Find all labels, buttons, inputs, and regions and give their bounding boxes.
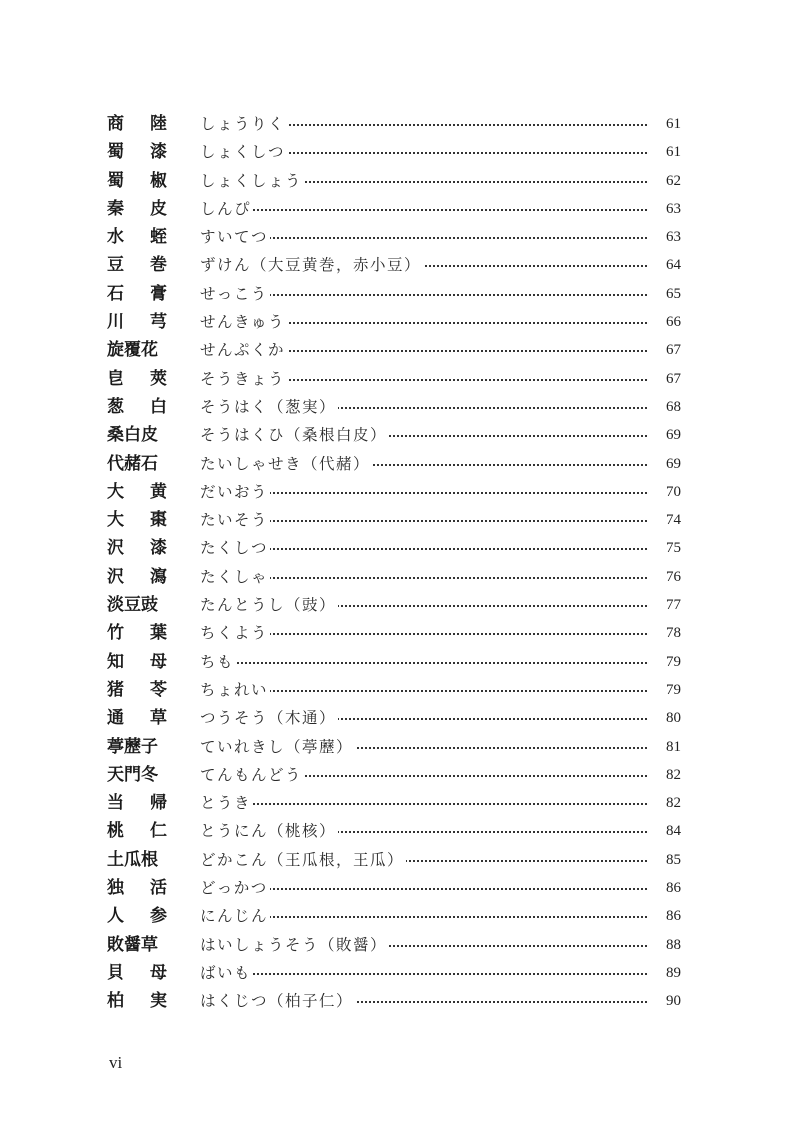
- toc-entry[interactable]: [107, 421, 687, 449]
- kanji-part: 猪: [107, 679, 124, 700]
- toc-entry[interactable]: [107, 817, 687, 845]
- entry-reading: つうそう（木通）: [200, 704, 338, 732]
- entry-kanji-name: [107, 251, 167, 279]
- kanji-part: 椒: [150, 170, 167, 191]
- entry-reading: てんもんどう: [200, 761, 304, 789]
- entry-reading: どかこん（王瓜根，王瓜）: [200, 846, 406, 874]
- entry-page-number: 82: [666, 766, 681, 783]
- kanji-part: 独: [107, 878, 124, 899]
- toc-entry[interactable]: [107, 789, 687, 817]
- kanji-part: 葶藶子: [107, 736, 158, 757]
- entry-page-number: 67: [666, 370, 681, 387]
- entry-kanji-name: [107, 733, 167, 761]
- kanji-part: 石: [107, 283, 124, 304]
- entry-page-number: 74: [666, 512, 681, 529]
- entry-reading: とうき: [200, 789, 253, 817]
- entry-reading: たいそう: [200, 506, 270, 534]
- entry-kanji-name: [107, 138, 167, 166]
- entry-reading: すいてつ: [200, 223, 270, 251]
- kanji-part: 皮: [150, 198, 167, 219]
- entry-kanji-name: [107, 902, 167, 930]
- entry-kanji-name: [107, 534, 167, 562]
- entry-reading: ていれきし（葶藶）: [200, 733, 355, 761]
- entry-kanji-name: [107, 959, 167, 987]
- kanji-part: 敗醤草: [107, 934, 158, 955]
- entry-reading: だいおう: [200, 478, 270, 506]
- entry-kanji-name: [107, 619, 167, 647]
- entry-page-number: 80: [666, 710, 681, 727]
- entry-page-number: 63: [666, 200, 681, 217]
- kanji-part: 瀉: [150, 566, 167, 587]
- toc-entry[interactable]: [107, 959, 687, 987]
- entry-kanji-name: [107, 704, 167, 732]
- entry-page-number: 65: [666, 285, 681, 302]
- entry-page-number: 90: [666, 993, 681, 1010]
- kanji-part: 桃: [107, 821, 124, 842]
- entry-page-number: 61: [666, 144, 681, 161]
- entry-reading: ずけん（大豆黄巻，赤小豆）: [200, 251, 423, 279]
- entry-kanji-name: [107, 648, 167, 676]
- toc-entry[interactable]: [107, 195, 687, 223]
- toc-entry[interactable]: [107, 280, 687, 308]
- entry-kanji-name: [107, 308, 167, 336]
- dot-leader: [200, 648, 647, 676]
- kanji-part: 仁: [150, 821, 167, 842]
- entry-page-number: 67: [666, 342, 681, 359]
- kanji-part: 蛭: [150, 227, 167, 248]
- entry-kanji-name: [107, 591, 167, 619]
- entry-kanji-name: [107, 987, 167, 1015]
- kanji-part: 苓: [150, 679, 167, 700]
- entry-kanji-name: [107, 478, 167, 506]
- kanji-part: 水: [107, 227, 124, 248]
- kanji-part: 川: [107, 312, 124, 333]
- entry-reading: ちょれい: [200, 676, 270, 704]
- entry-page-number: 70: [666, 483, 681, 500]
- entry-reading: しんぴ: [200, 195, 253, 223]
- kanji-part: 棗: [150, 510, 167, 531]
- toc-entry[interactable]: [107, 308, 687, 336]
- toc-entry[interactable]: [107, 138, 687, 166]
- entry-page-number: 77: [666, 597, 681, 614]
- kanji-part: 天門冬: [107, 764, 158, 785]
- toc-entry[interactable]: [107, 648, 687, 676]
- entry-kanji-name: [107, 563, 167, 591]
- entry-kanji-name: [107, 817, 167, 845]
- kanji-part: 漆: [150, 538, 167, 559]
- kanji-part: 皀: [107, 368, 124, 389]
- toc-entry[interactable]: [107, 591, 687, 619]
- table-of-contents: [107, 110, 687, 1016]
- kanji-part: 通: [107, 708, 124, 729]
- kanji-part: 膏: [150, 283, 167, 304]
- entry-reading: たんとうし（豉）: [200, 591, 338, 619]
- kanji-part: 参: [150, 906, 167, 927]
- entry-reading: はくじつ（柏子仁）: [200, 987, 355, 1015]
- entry-reading: にんじん: [200, 902, 270, 930]
- kanji-part: 黄: [150, 481, 167, 502]
- toc-entry[interactable]: [107, 478, 687, 506]
- kanji-part: 土瓜根: [107, 849, 158, 870]
- page-number-folio: vi: [109, 1053, 123, 1072]
- toc-entry[interactable]: [107, 110, 687, 138]
- kanji-part: 沢: [107, 566, 124, 587]
- entry-page-number: 63: [666, 229, 681, 246]
- entry-reading: せっこう: [200, 280, 270, 308]
- kanji-part: 当: [107, 793, 124, 814]
- kanji-part: 豆: [107, 255, 124, 276]
- kanji-part: 芎: [150, 312, 167, 333]
- entry-kanji-name: [107, 110, 167, 138]
- kanji-part: 大: [107, 510, 124, 531]
- entry-kanji-name: [107, 846, 167, 874]
- kanji-part: 帰: [150, 793, 167, 814]
- kanji-part: 母: [150, 962, 167, 983]
- entry-reading: せんきゅう: [200, 308, 287, 336]
- kanji-part: 沢: [107, 538, 124, 559]
- entry-kanji-name: [107, 223, 167, 251]
- toc-entry[interactable]: [107, 365, 687, 393]
- entry-kanji-name: [107, 195, 167, 223]
- entry-page-number: 68: [666, 398, 681, 415]
- toc-entry[interactable]: [107, 167, 687, 195]
- kanji-part: 活: [150, 878, 167, 899]
- toc-entry[interactable]: [107, 931, 687, 959]
- toc-entry[interactable]: [107, 450, 687, 478]
- kanji-part: 白: [150, 396, 167, 417]
- kanji-part: 秦: [107, 198, 124, 219]
- kanji-part: 漆: [150, 142, 167, 163]
- entry-kanji-name: [107, 506, 167, 534]
- kanji-part: 葱: [107, 396, 124, 417]
- dot-leader: [200, 195, 647, 223]
- entry-kanji-name: [107, 393, 167, 421]
- entry-page-number: 88: [666, 936, 681, 953]
- kanji-part: 巻: [150, 255, 167, 276]
- entry-reading: はいしょうそう（敗醤）: [200, 931, 389, 959]
- kanji-part: 莢: [150, 368, 167, 389]
- toc-entry[interactable]: [107, 874, 687, 902]
- entry-page-number: 82: [666, 795, 681, 812]
- entry-kanji-name: [107, 789, 167, 817]
- kanji-part: 旋覆花: [107, 340, 158, 361]
- dot-leader: [200, 959, 647, 987]
- toc-entry[interactable]: [107, 534, 687, 562]
- kanji-part: 竹: [107, 623, 124, 644]
- kanji-part: 草: [150, 708, 167, 729]
- toc-entry[interactable]: [107, 846, 687, 874]
- toc-entry[interactable]: [107, 761, 687, 789]
- entry-page-number: 76: [666, 568, 681, 585]
- entry-page-number: 64: [666, 257, 681, 274]
- toc-entry[interactable]: [107, 251, 687, 279]
- entry-reading: ばいも: [200, 959, 253, 987]
- toc-entry[interactable]: [107, 704, 687, 732]
- entry-kanji-name: [107, 421, 167, 449]
- entry-page-number: 75: [666, 540, 681, 557]
- entry-reading: たくしゃ: [200, 563, 270, 591]
- entry-kanji-name: [107, 761, 167, 789]
- toc-entry[interactable]: [107, 987, 687, 1015]
- kanji-part: 葉: [150, 623, 167, 644]
- entry-reading: そうはく（葱実）: [200, 393, 338, 421]
- kanji-part: 陸: [150, 114, 167, 134]
- entry-page-number: 79: [666, 653, 681, 670]
- entry-reading: たくしつ: [200, 534, 270, 562]
- toc-entry[interactable]: [107, 393, 687, 421]
- entry-page-number: 85: [666, 851, 681, 868]
- entry-kanji-name: [107, 336, 167, 364]
- entry-kanji-name: [107, 167, 167, 195]
- entry-reading: そうきょう: [200, 365, 287, 393]
- toc-entry[interactable]: [107, 902, 687, 930]
- entry-page-number: 78: [666, 625, 681, 642]
- entry-reading: そうはくひ（桑根白皮）: [200, 421, 389, 449]
- entry-page-number: 69: [666, 427, 681, 444]
- entry-reading: たいしゃせき（代赭）: [200, 450, 372, 478]
- kanji-part: 商: [107, 114, 124, 134]
- kanji-part: 桑白皮: [107, 425, 158, 446]
- entry-page-number: 62: [666, 172, 681, 189]
- kanji-part: 貝: [107, 962, 124, 983]
- entry-page-number: 61: [666, 116, 681, 132]
- entry-kanji-name: [107, 874, 167, 902]
- entry-reading: どっかつ: [200, 874, 270, 902]
- entry-page-number: 89: [666, 964, 681, 981]
- entry-reading: しょくしょう: [200, 167, 304, 195]
- entry-reading: とうにん（桃核）: [200, 817, 338, 845]
- entry-page-number: 86: [666, 880, 681, 897]
- entry-page-number: 66: [666, 314, 681, 331]
- kanji-part: 蜀: [107, 170, 124, 191]
- entry-reading: せんぷくか: [200, 336, 287, 364]
- toc-entry[interactable]: [107, 563, 687, 591]
- entry-kanji-name: [107, 450, 167, 478]
- kanji-part: 人: [107, 906, 124, 927]
- kanji-part: 実: [150, 991, 167, 1012]
- entry-reading: ちも: [200, 648, 236, 676]
- entry-page-number: 79: [666, 681, 681, 698]
- entry-kanji-name: [107, 280, 167, 308]
- entry-page-number: 86: [666, 908, 681, 925]
- entry-reading: しょくしつ: [200, 138, 287, 166]
- toc-entry[interactable]: [107, 619, 687, 647]
- kanji-part: 母: [150, 651, 167, 672]
- entry-page-number: 69: [666, 455, 681, 472]
- toc-entry[interactable]: [107, 506, 687, 534]
- entry-kanji-name: [107, 365, 167, 393]
- kanji-part: 大: [107, 481, 124, 502]
- toc-entry[interactable]: [107, 676, 687, 704]
- dot-leader: [200, 789, 647, 817]
- kanji-part: 知: [107, 651, 124, 672]
- kanji-part: 淡豆豉: [107, 595, 158, 616]
- entry-kanji-name: [107, 931, 167, 959]
- kanji-part: 代赭石: [107, 453, 158, 474]
- entry-page-number: 81: [666, 738, 681, 755]
- entry-page-number: 84: [666, 823, 681, 840]
- entry-kanji-name: [107, 676, 167, 704]
- toc-entry[interactable]: [107, 336, 687, 364]
- entry-reading: ちくよう: [200, 619, 270, 647]
- kanji-part: 蜀: [107, 142, 124, 163]
- toc-entry[interactable]: [107, 733, 687, 761]
- entry-reading: しょうりく: [200, 110, 287, 138]
- kanji-part: 柏: [107, 991, 124, 1012]
- toc-entry[interactable]: [107, 223, 687, 251]
